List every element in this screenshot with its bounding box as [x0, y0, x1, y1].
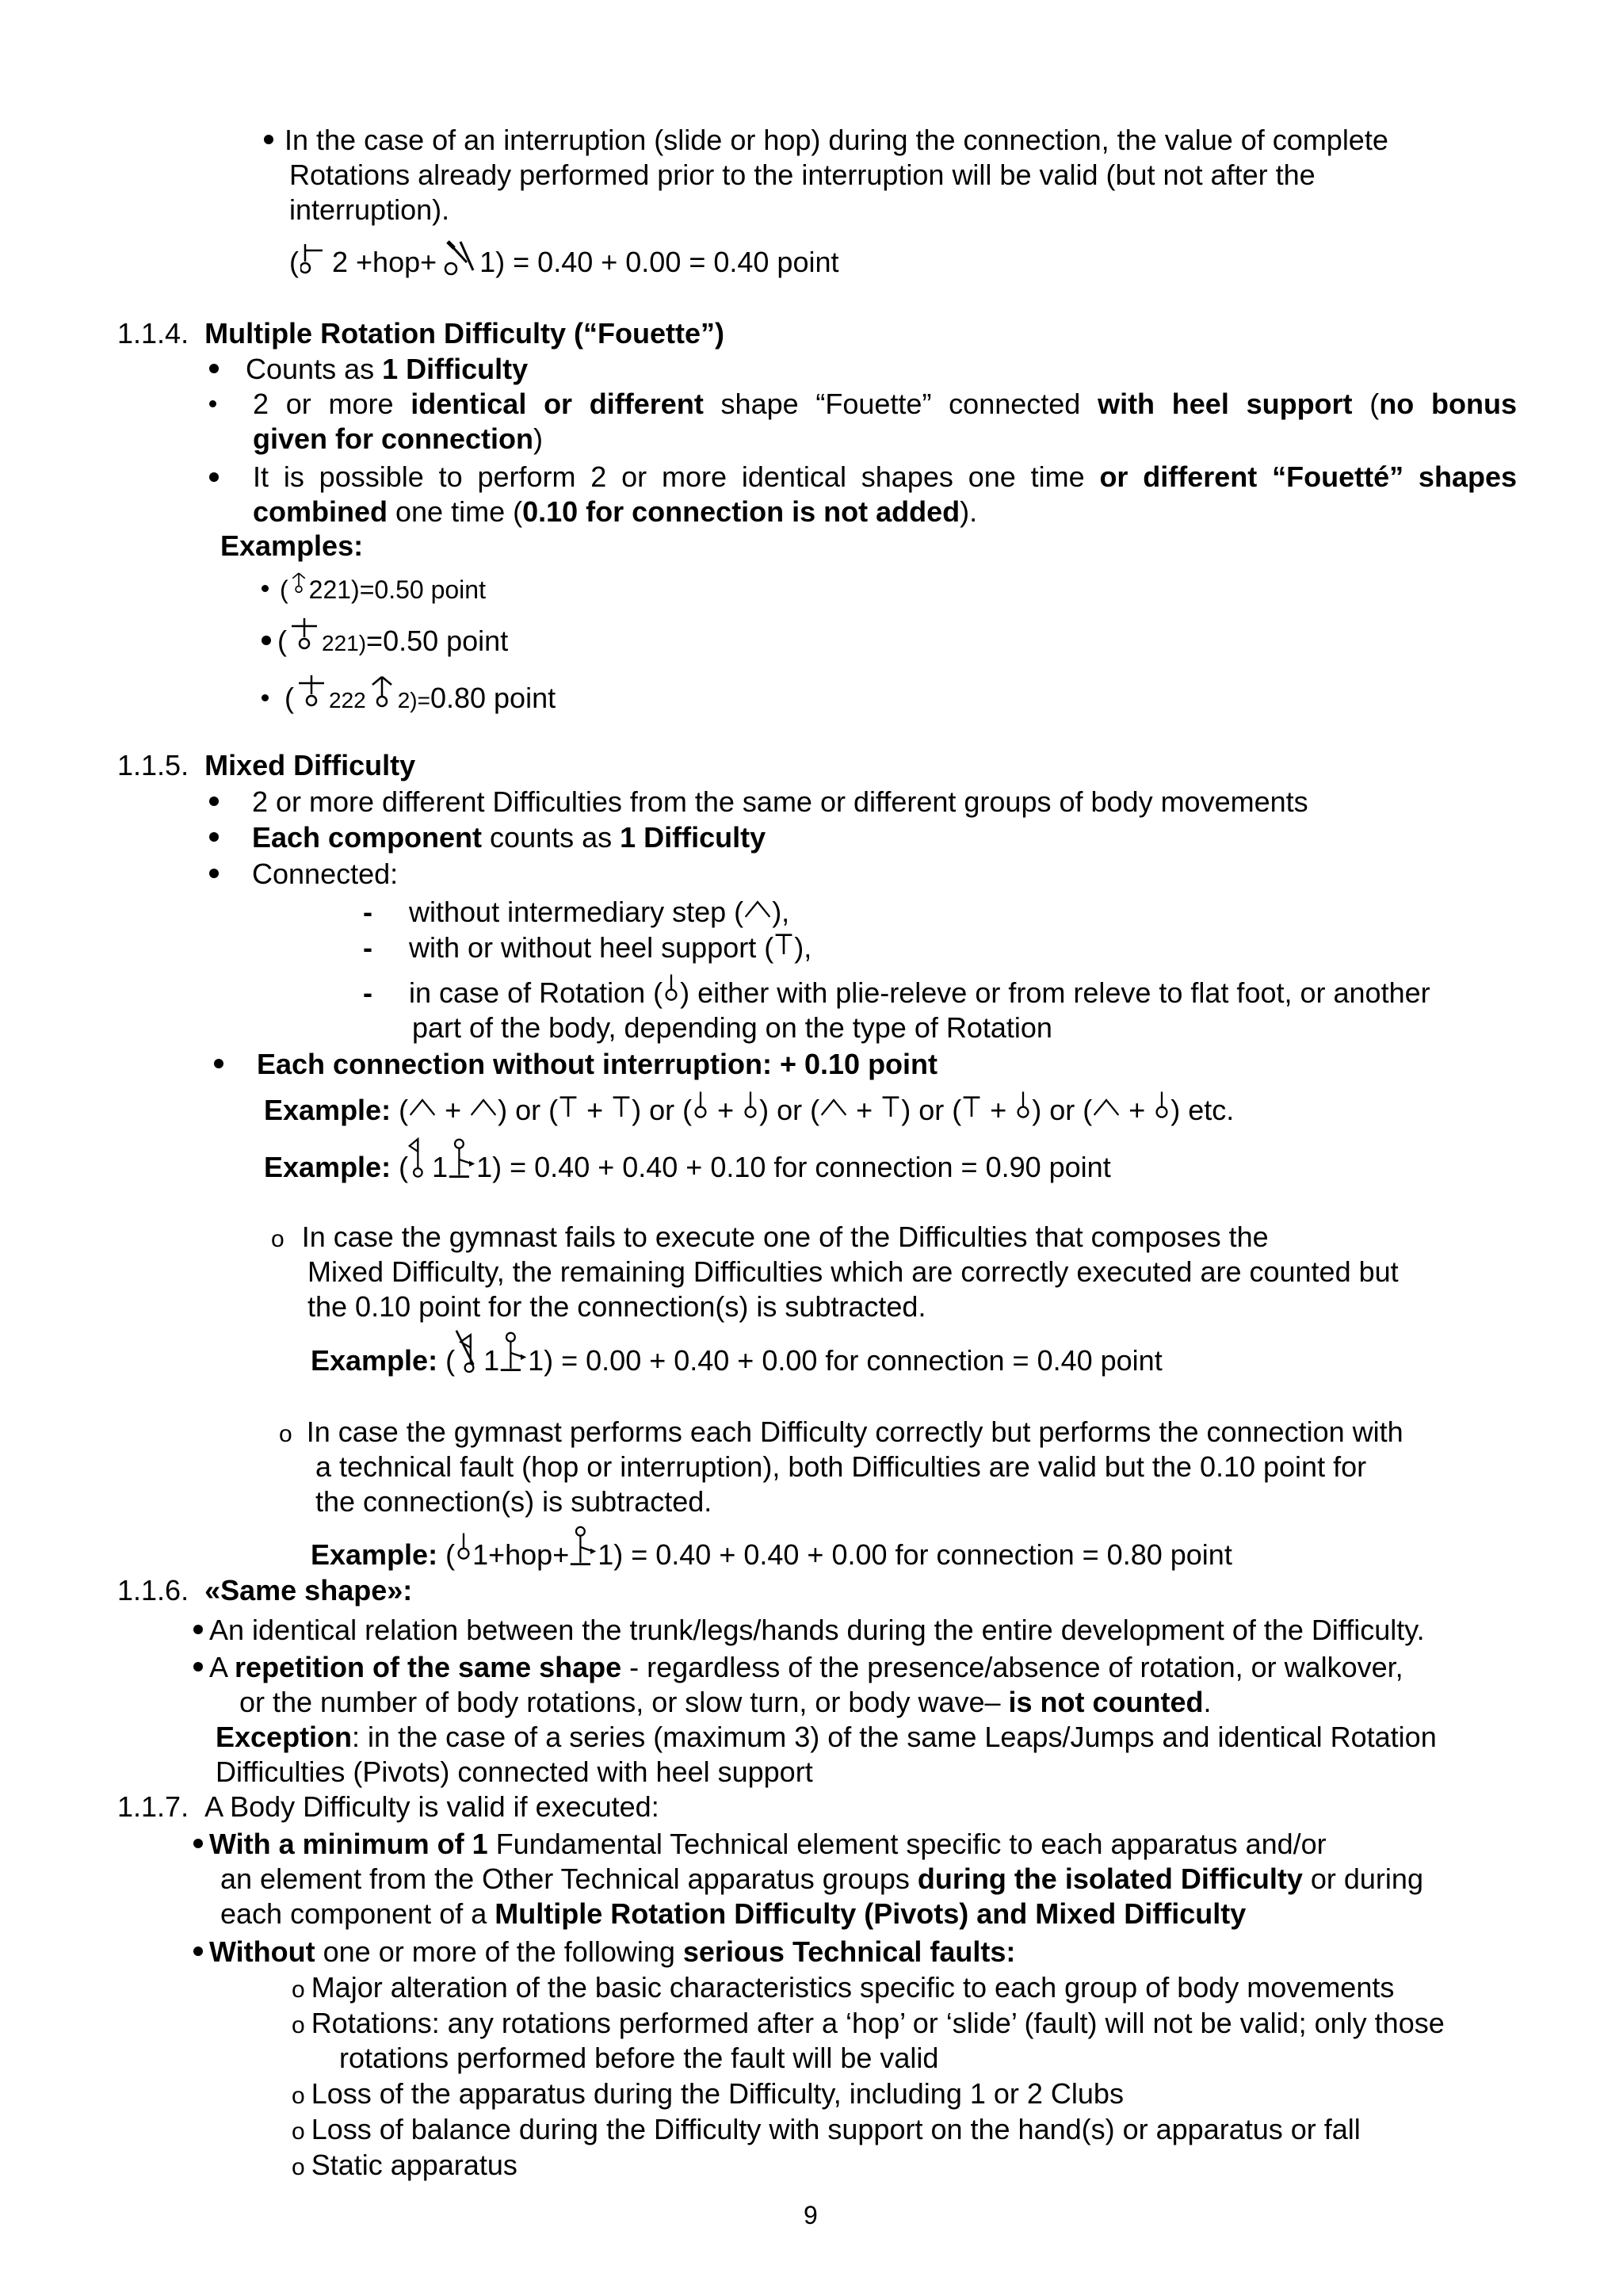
bullet-dot — [209, 364, 219, 373]
roof-icon — [469, 1096, 498, 1118]
roof-icon — [743, 898, 772, 920]
tee-icon — [961, 1094, 982, 1119]
rotation-icon — [692, 1090, 709, 1120]
bullet-dot — [262, 694, 269, 701]
tee-icon — [558, 1094, 579, 1119]
s115-dash-3: - in case of Rotation ( ) either with plie-releve or from releve to flat foot, or another — [363, 976, 1430, 1010]
fault-item-cont: rotations performed before the fault will be valid — [339, 2042, 939, 2074]
pivot-cross-icon — [296, 671, 327, 711]
s116-exception-l2: Difficulties (Pivots) connected with heel support — [216, 1755, 813, 1788]
s116-bullet-2: A repetition of the same shape - regardless of the presence/absence of rotation, or walkover, — [193, 1651, 1403, 1684]
section-1-1-7-heading: 1.1.7. A Body Difficulty is valid if executed: — [117, 1790, 659, 1823]
s114-bullet-1: Counts as 1 Difficulty — [209, 353, 528, 386]
bullet-dot — [193, 1625, 203, 1634]
bullet-dot — [209, 472, 219, 482]
section-1-1-6-heading: 1.1.6. «Same shape»: — [117, 1574, 413, 1606]
bullet-dot — [262, 636, 271, 645]
s115-circle-2: o In case the gymnast performs each Difficulty correctly but performs the connection with — [279, 1415, 1403, 1448]
s117-with-bullet: With a minimum of 1 Fundamental Technical element specific to each apparatus and/or — [193, 1828, 1327, 1861]
tee-icon — [880, 1094, 901, 1119]
s116-exception: Exception: in the case of a series (maximum 3) of the same Leaps/Jumps and identical Rotation — [216, 1721, 1437, 1753]
s115-bullet-1: 2 or more different Difficulties from the same or different groups of body movements — [209, 785, 1308, 819]
section-1-1-5-heading: 1.1.5. Mixed Difficulty — [117, 749, 416, 781]
rotation-icon — [742, 1090, 759, 1120]
tee-icon — [773, 931, 794, 957]
bullet-dot — [209, 832, 219, 842]
interrupt-line-1: In the case of an interruption (slide or hop) during the connection, the value of complete — [264, 124, 1388, 157]
s115-example-1: Example: ( + ) or ( + ) or ( + ) or ( + ) or ( + ) or ( + ) etc. — [264, 1094, 1234, 1127]
s115-bullet-2: Each component counts as 1 Difficulty — [209, 821, 766, 854]
bullet-dot — [262, 585, 269, 592]
balance-flag-icon — [408, 1135, 432, 1179]
tee-icon — [611, 1094, 632, 1119]
s115-circle-1: o In case the gymnast fails to execute one of the Difficulties that composes the — [271, 1221, 1269, 1253]
s115-dash-3-cont: part of the body, depending on the type of Rotation — [412, 1011, 1052, 1044]
s115-circle-2-l2: a technical fault (hop or interruption), both Difficulties are valid but the 0.10 point for — [315, 1450, 1367, 1483]
rotation-icon — [663, 972, 680, 1003]
fault-item: o Rotations: any rotations performed after a ‘hop’ or ‘slide’ (fault) will not be valid; only those — [292, 2007, 1445, 2039]
s115-example-4: Example: ( 1+hop+ 1) = 0.40 + 0.40 + 0.00 for connection = 0.80 point — [311, 1538, 1232, 1572]
balance-figure-icon — [499, 1331, 528, 1374]
s114-bullet-2-cont: given for connection) — [253, 422, 544, 455]
bullet-dot — [193, 1946, 203, 1956]
interrupt-formula: ( 2 +hop+ 1) = 0.40 + 0.00 = 0.40 point — [289, 246, 839, 280]
s115-example-3: Example: ( 1 1) = 0.00 + 0.40 + 0.00 for connection = 0.40 point — [311, 1344, 1163, 1377]
pivot-flag-icon — [300, 237, 327, 280]
s114-example-2: ( 221)=0.50 point — [262, 625, 508, 660]
pivot-diagonal-icon — [440, 237, 479, 280]
balance-flag-crossed-icon — [455, 1327, 483, 1374]
s115-bullet-4: Each connection without interruption: + 0.10 point — [214, 1048, 938, 1081]
balance-figure-icon — [569, 1526, 598, 1568]
s117-with-l2: an element from the Other Technical apparatus groups during the isolated Difficulty or during — [220, 1862, 1423, 1895]
s114-examples-label: Examples: — [220, 529, 364, 562]
interrupt-line-3: interruption). — [289, 193, 450, 226]
fault-item: o Loss of balance during the Difficulty with support on the hand(s) or apparatus or fall — [292, 2113, 1361, 2145]
s115-bullet-3: Connected: — [209, 858, 398, 891]
s116-bullet-2-l2: or the number of body rotations, or slow turn, or body wave– is not counted. — [239, 1686, 1212, 1718]
fault-item: o Loss of the apparatus during the Difficulty, including 1 or 2 Clubs — [292, 2077, 1124, 2110]
s117-without-bullet: Without one or more of the following serious Technical faults: — [193, 1935, 1015, 1969]
s114-example-3: ( 222 2)=0.80 point — [262, 682, 556, 717]
bullet-dot — [193, 1839, 203, 1848]
pivot-leg-icon — [288, 563, 309, 602]
bullet-dot — [209, 797, 219, 806]
roof-icon — [1092, 1096, 1121, 1118]
bullet-dot — [214, 1059, 223, 1068]
s115-circle-2-l3: the connection(s) is subtracted. — [315, 1485, 712, 1518]
interrupt-line-2: Rotations already performed prior to the interruption will be valid (but not after the — [289, 159, 1316, 191]
s114-bullet-3: It is possible to perform 2 or more identical shapes one time or different “Fouetté” shapes — [209, 460, 1517, 494]
s115-circle-1-l3: the 0.10 point for the connection(s) is subtracted. — [307, 1290, 926, 1323]
s115-dash-1: - without intermediary step ( ), — [363, 896, 790, 928]
s115-circle-1-l2: Mixed Difficulty, the remaining Difficulties which are correctly executed are counted but — [307, 1255, 1399, 1288]
page-number: 9 — [804, 2201, 818, 2229]
pivot-head-icon — [455, 1529, 472, 1564]
pivot-cross-icon — [288, 614, 320, 654]
bullet-dot — [193, 1662, 203, 1671]
bullet-dot — [209, 869, 219, 878]
s115-dash-2: - with or without heel support ( ), — [363, 931, 812, 964]
fault-item: o Static apparatus — [292, 2149, 517, 2181]
rotation-icon — [1014, 1090, 1032, 1120]
s117-with-l3: each component of a Multiple Rotation Difficulty (Pivots) and Mixed Difficulty — [220, 1897, 1247, 1930]
s114-example-1: ( 221)=0.50 point — [262, 572, 486, 606]
pivot-cross-leg-icon — [366, 671, 398, 711]
rotation-icon — [1153, 1090, 1170, 1120]
roof-icon — [408, 1096, 437, 1118]
fault-item: o Major alteration of the basic characteristics specific to each group of body movements — [292, 1971, 1395, 2004]
s116-bullet-1: An identical relation between the trunk/legs/hands during the entire development of the Difficulty. — [193, 1614, 1425, 1647]
s114-bullet-2: 2 or more identical or different shape “Fouette” connected with heel support (no bonus — [209, 388, 1517, 421]
balance-figure-icon — [448, 1138, 476, 1181]
s115-example-2: Example: ( 1 1) = 0.40 + 0.40 + 0.10 for connection = 0.90 point — [264, 1151, 1111, 1184]
section-1-1-4-heading: 1.1.4. Multiple Rotation Difficulty (“Fouette”) — [117, 317, 725, 350]
roof-icon — [819, 1096, 848, 1118]
s114-bullet-3-cont: combined one time (0.10 for connection is not added). — [253, 495, 978, 528]
bullet-dot — [264, 135, 273, 144]
bullet-dot — [209, 400, 216, 407]
